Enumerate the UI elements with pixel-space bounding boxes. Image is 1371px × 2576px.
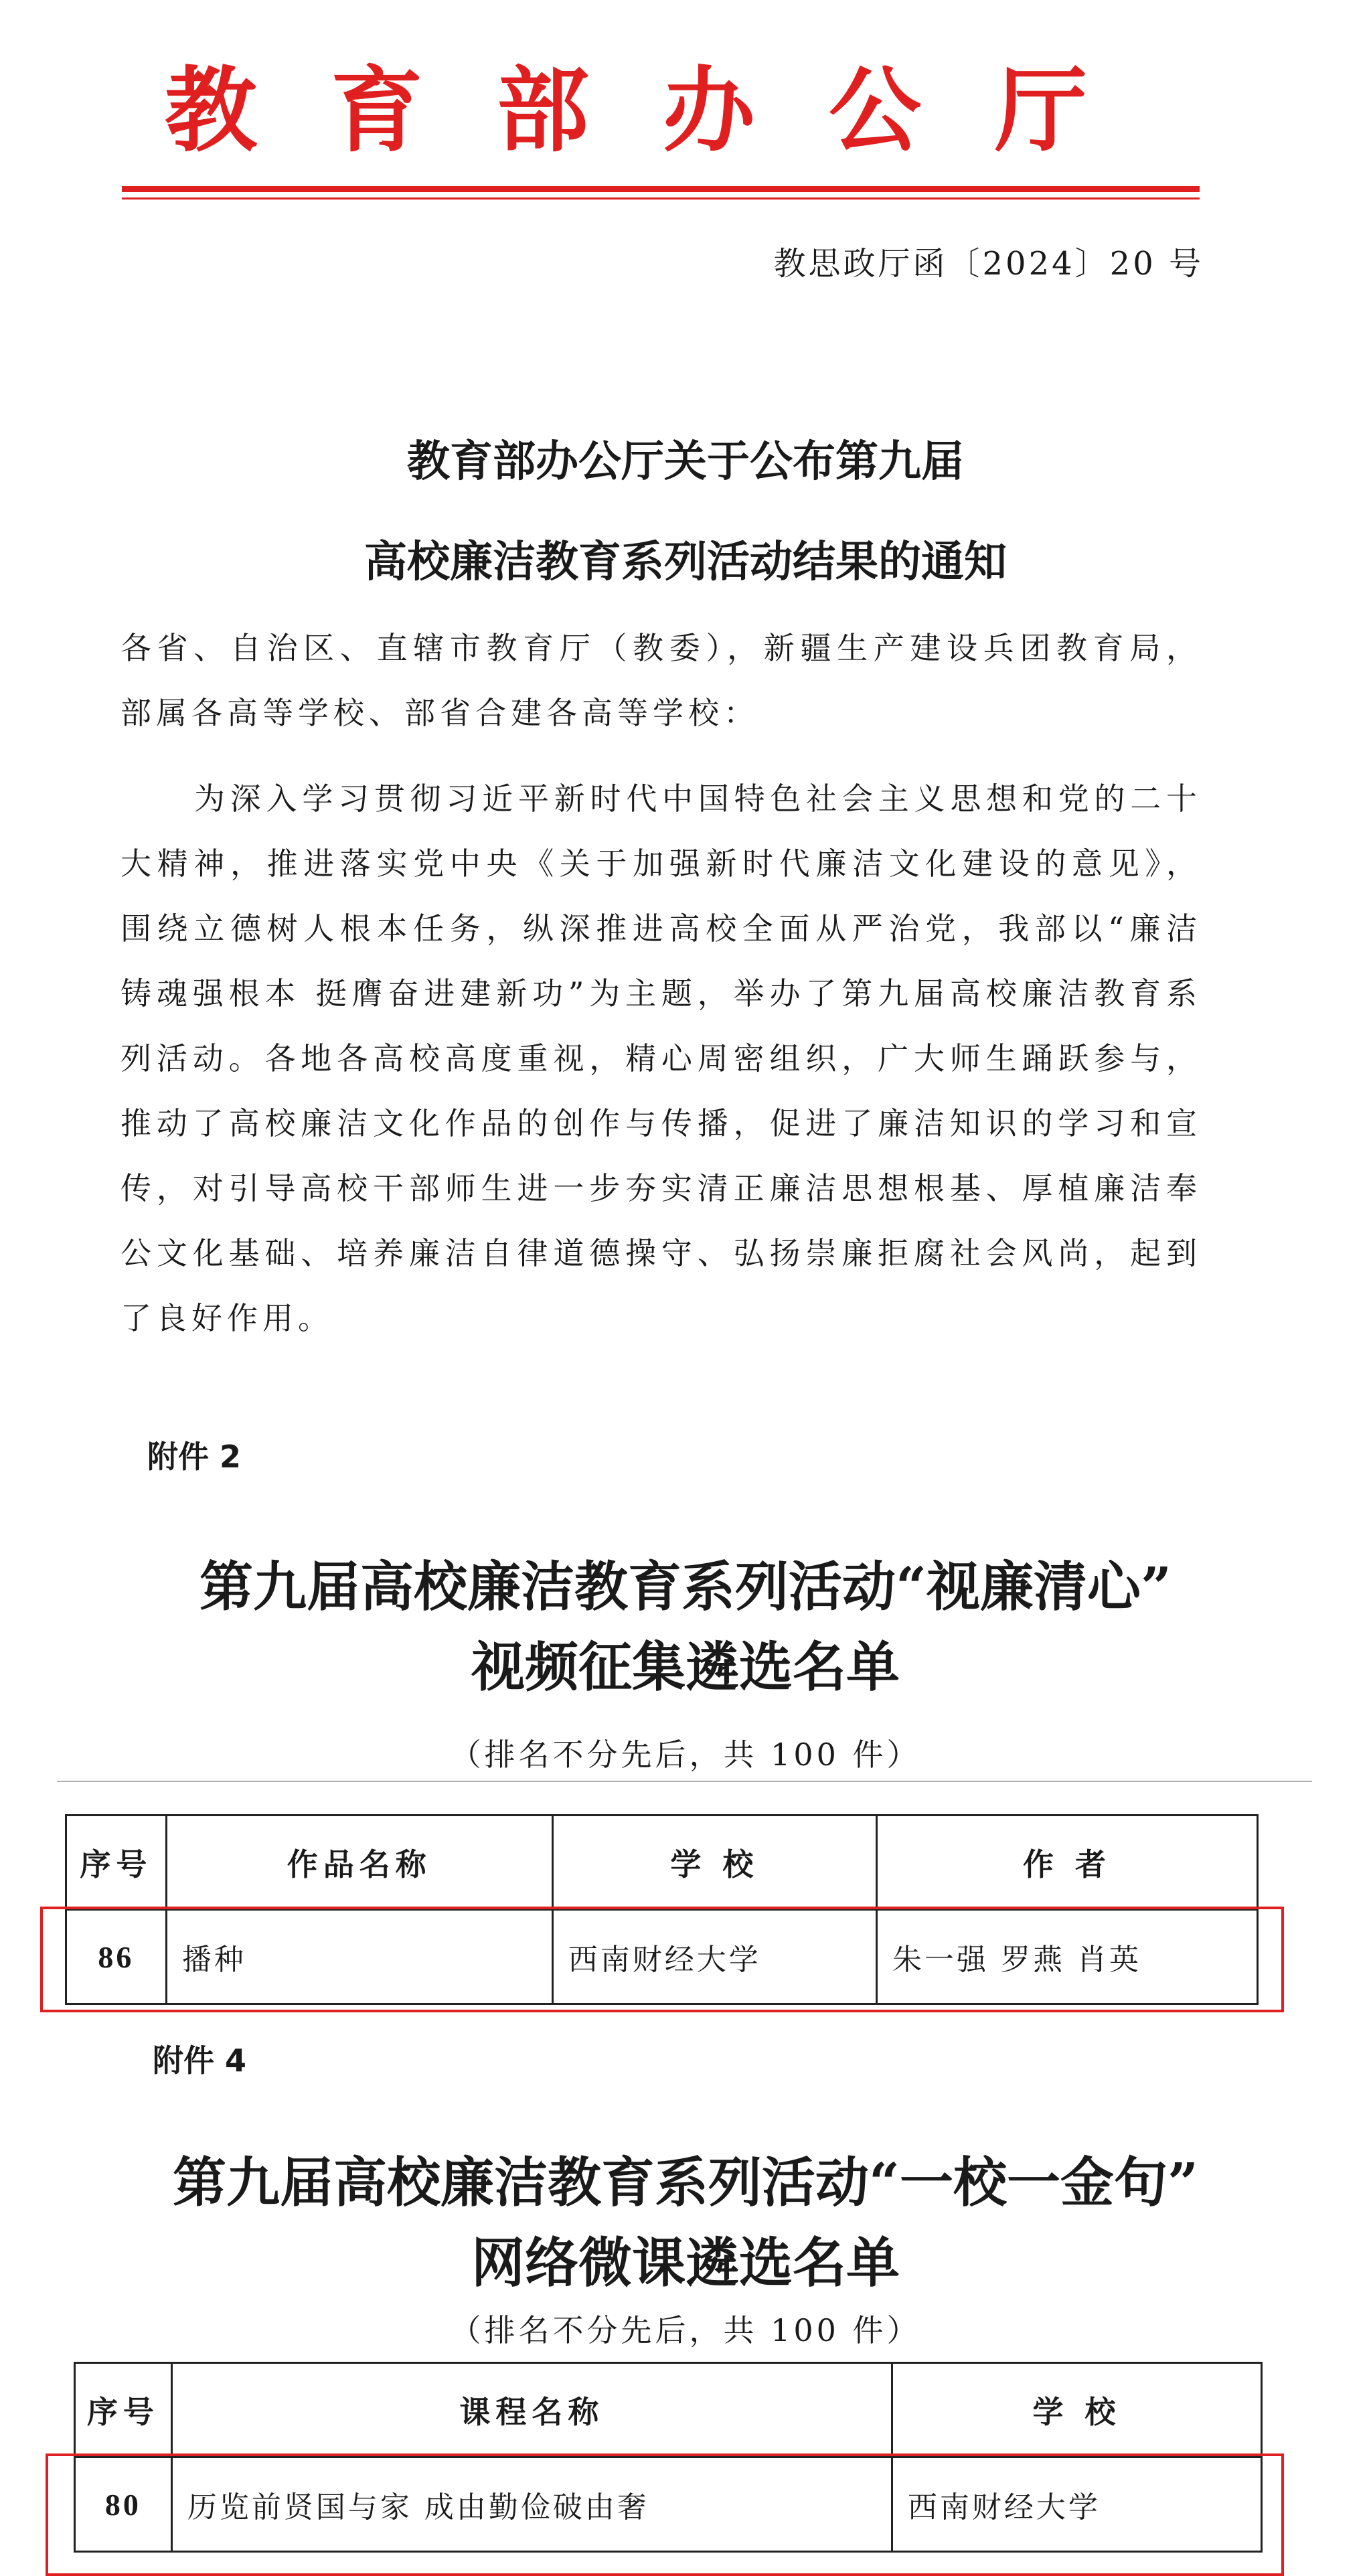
highlight-box-annex-4: [46, 2453, 1284, 2576]
divider: [57, 1781, 1312, 1782]
document-number: 教思政厅函〔2024〕20 号: [773, 245, 1204, 283]
annex-2-title: [0, 1546, 1371, 1707]
notice-title: [0, 412, 1371, 613]
header-serial: 序号: [66, 1816, 167, 1910]
annex-4-title-line1: 第九届高校廉洁教育系列活动“一校一金句”: [172, 2151, 1199, 2214]
red-rule-thin: [122, 197, 1200, 199]
annex-2-title-line2: 视频征集遴选名单: [471, 1635, 900, 1698]
masthead: 教育部办公厅: [164, 56, 1161, 165]
annex-4-label: 附件 4: [153, 2042, 247, 2079]
cell-serial: 86: [66, 1910, 167, 2004]
cell-authors: 朱一强 罗燕 肖英: [876, 1910, 1257, 2004]
notice-title-line1: 教育部办公厅关于公布第九届: [407, 437, 964, 487]
header-school: 学 校: [892, 2363, 1261, 2458]
addressee: 各省、自治区、直辖市教育厅（教委），新疆生产建设兵团教育局，部属各高等学校、部省合建各高等学校：: [120, 630, 1202, 731]
header-author: 作 者: [876, 1816, 1257, 1910]
cell-school: 西南财经大学: [892, 2458, 1261, 2552]
annex-4-title-line2: 网络微课遴选名单: [471, 2231, 900, 2294]
cell-course-name: 历览前贤国与家 成由勤俭破由奢: [171, 2458, 892, 2552]
table-header-row: [66, 1816, 1258, 1910]
cell-school: 西南财经大学: [552, 1910, 876, 2004]
highlight-box-annex-2: [40, 1907, 1284, 2012]
table-header-row: [75, 2363, 1262, 2458]
annex-2-subtitle: （排名不分先后，共 100 件）: [450, 1737, 921, 1773]
annex-2-title-line1: 第九届高校廉洁教育系列活动“视廉清心”: [199, 1555, 1172, 1618]
annex-4-subtitle: （排名不分先后，共 100 件）: [450, 2312, 921, 2348]
red-rule-thick: [122, 186, 1200, 192]
cell-work-name: 播种: [166, 1910, 552, 2004]
cell-serial: 80: [75, 2458, 172, 2552]
notice-title-line2: 高校廉洁教育系列活动结果的通知: [364, 538, 1007, 587]
header-school: 学 校: [552, 1816, 876, 1910]
notice-body: 为深入学习贯彻习近平新时代中国特色社会主义思想和党的二十大精神，推进落实党中央《关于加强新时代廉洁文化建设的意见》，围绕立德树人根本任务，纵深推进高校全面从严治党，我部以“廉洁铸魂强根本 挺膺奋进建新功”为主题，举办了第九届高校廉洁教育系列活动。各地各高校高度重视，精心周密组织，广大师生踊跃参与，推动了高校廉洁文化作品的创作与传播，促进了廉洁知识的学习和宣传，对引导高校干部师生进一步夯实清正廉洁思想根基、厚植廉洁奉公文化基础、培养廉洁自律道德操守、弘扬崇廉拒腐社会风尚，起到了良好作用。: [120, 781, 1202, 1336]
annex-4-title: [0, 2142, 1371, 2303]
header-serial: 序号: [75, 2363, 172, 2458]
annex-2-label: 附件 2: [147, 1439, 242, 1475]
header-course-name: 课程名称: [171, 2363, 892, 2458]
header-work-name: 作品名称: [166, 1816, 552, 1910]
